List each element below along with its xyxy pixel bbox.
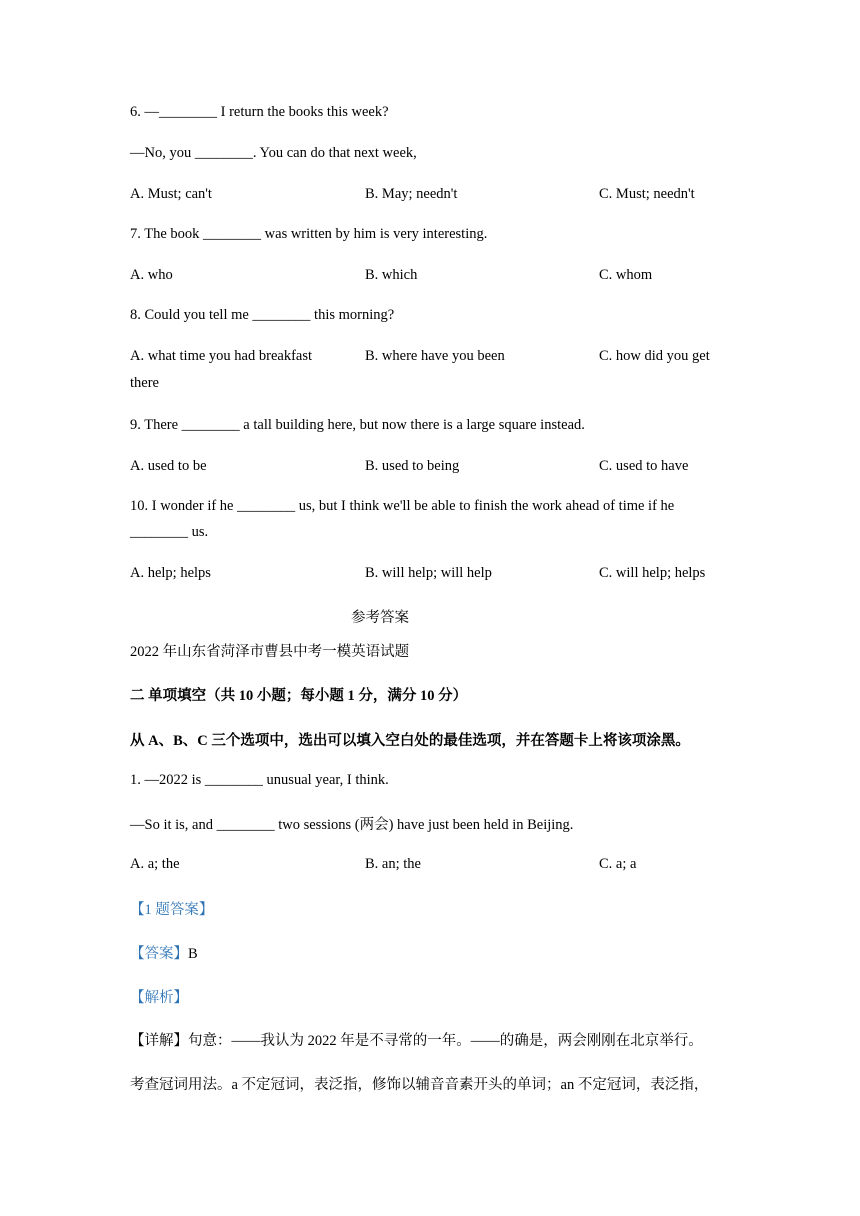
option-b: B. which bbox=[365, 267, 418, 283]
answer-q1-reply: —So it is, and ________ two sessions (两会) have just been held in Beijing. bbox=[130, 817, 574, 833]
question-6-stem: 6. —________ I return the books this week? bbox=[130, 104, 389, 120]
detail-line-1: 【详解】句意：——我认为 2022 年是不寻常的一年。——的确是，两会刚刚在北京举行。 bbox=[130, 1033, 703, 1049]
answer-q1-options bbox=[130, 856, 730, 876]
section-instruction: 从 A、B、C 三个选项中，选出可以填入空白处的最佳选项，并在答题卡上将该项涂黑。 bbox=[130, 733, 690, 749]
detail-line-2: 考查冠词用法。a 不定冠词，表泛指，修饰以辅音音素开头的单词；an 不定冠词，表泛指， bbox=[130, 1077, 709, 1093]
question-10-stem-continued: ________ us. bbox=[130, 524, 209, 540]
option-c: C. used to have bbox=[599, 458, 689, 474]
option-b: B. May; needn't bbox=[365, 186, 458, 202]
question-7-stem: 7. The book ________ was written by him is very interesting. bbox=[130, 226, 488, 242]
option-c: C. a; a bbox=[599, 856, 637, 872]
answer-q1-stem: 1. —2022 is ________ unusual year, I think. bbox=[130, 772, 389, 788]
answer-tag: 【1 题答案】 bbox=[130, 902, 214, 918]
option-a: A. who bbox=[130, 267, 173, 283]
question-9-stem: 9. There ________ a tall building here, but now there is a large square instead. bbox=[130, 417, 585, 433]
option-a: A. what time you had breakfast bbox=[130, 348, 313, 364]
answer-value: B bbox=[188, 946, 198, 962]
option-c: C. how did you get bbox=[599, 348, 710, 364]
analysis-tag: 【解析】 bbox=[130, 990, 188, 1006]
question-6-reply: —No, you ________. You can do that next week, bbox=[130, 145, 417, 161]
answer-key-heading: 参考答案 bbox=[351, 610, 409, 626]
question-7-options bbox=[130, 267, 730, 287]
option-c: C. Must; needn't bbox=[599, 186, 695, 202]
question-8-stem: 8. Could you tell me ________ this morning? bbox=[130, 307, 395, 323]
option-a: A. a; the bbox=[130, 856, 180, 872]
option-c: C. whom bbox=[599, 267, 653, 283]
option-a: A. used to be bbox=[130, 458, 207, 474]
option-b: B. used to being bbox=[365, 458, 460, 474]
answer-line bbox=[130, 942, 198, 963]
question-8-options bbox=[130, 348, 730, 368]
option-a: A. help; helps bbox=[130, 565, 211, 581]
option-a: A. Must; can't bbox=[130, 186, 212, 202]
question-10-options bbox=[130, 565, 730, 585]
question-10-stem: 10. I wonder if he ________ us, but I think we'll be able to finish the work ahead of time if he bbox=[130, 498, 675, 514]
section-title: 二 单项填空（共 10 小题；每小题 1 分，满分 10 分） bbox=[130, 688, 468, 704]
question-6-options bbox=[130, 186, 730, 206]
question-9-options bbox=[130, 458, 730, 478]
exam-title: 2022 年山东省菏泽市曹县中考一模英语试题 bbox=[130, 644, 410, 660]
answer-label: 【答案】 bbox=[130, 946, 188, 962]
option-b: B. where have you been bbox=[365, 348, 505, 364]
option-b: B. an; the bbox=[365, 856, 421, 872]
option-c: C. will help; helps bbox=[599, 565, 706, 581]
option-b: B. will help; will help bbox=[365, 565, 492, 581]
question-8-option-wrap: there bbox=[130, 375, 159, 391]
